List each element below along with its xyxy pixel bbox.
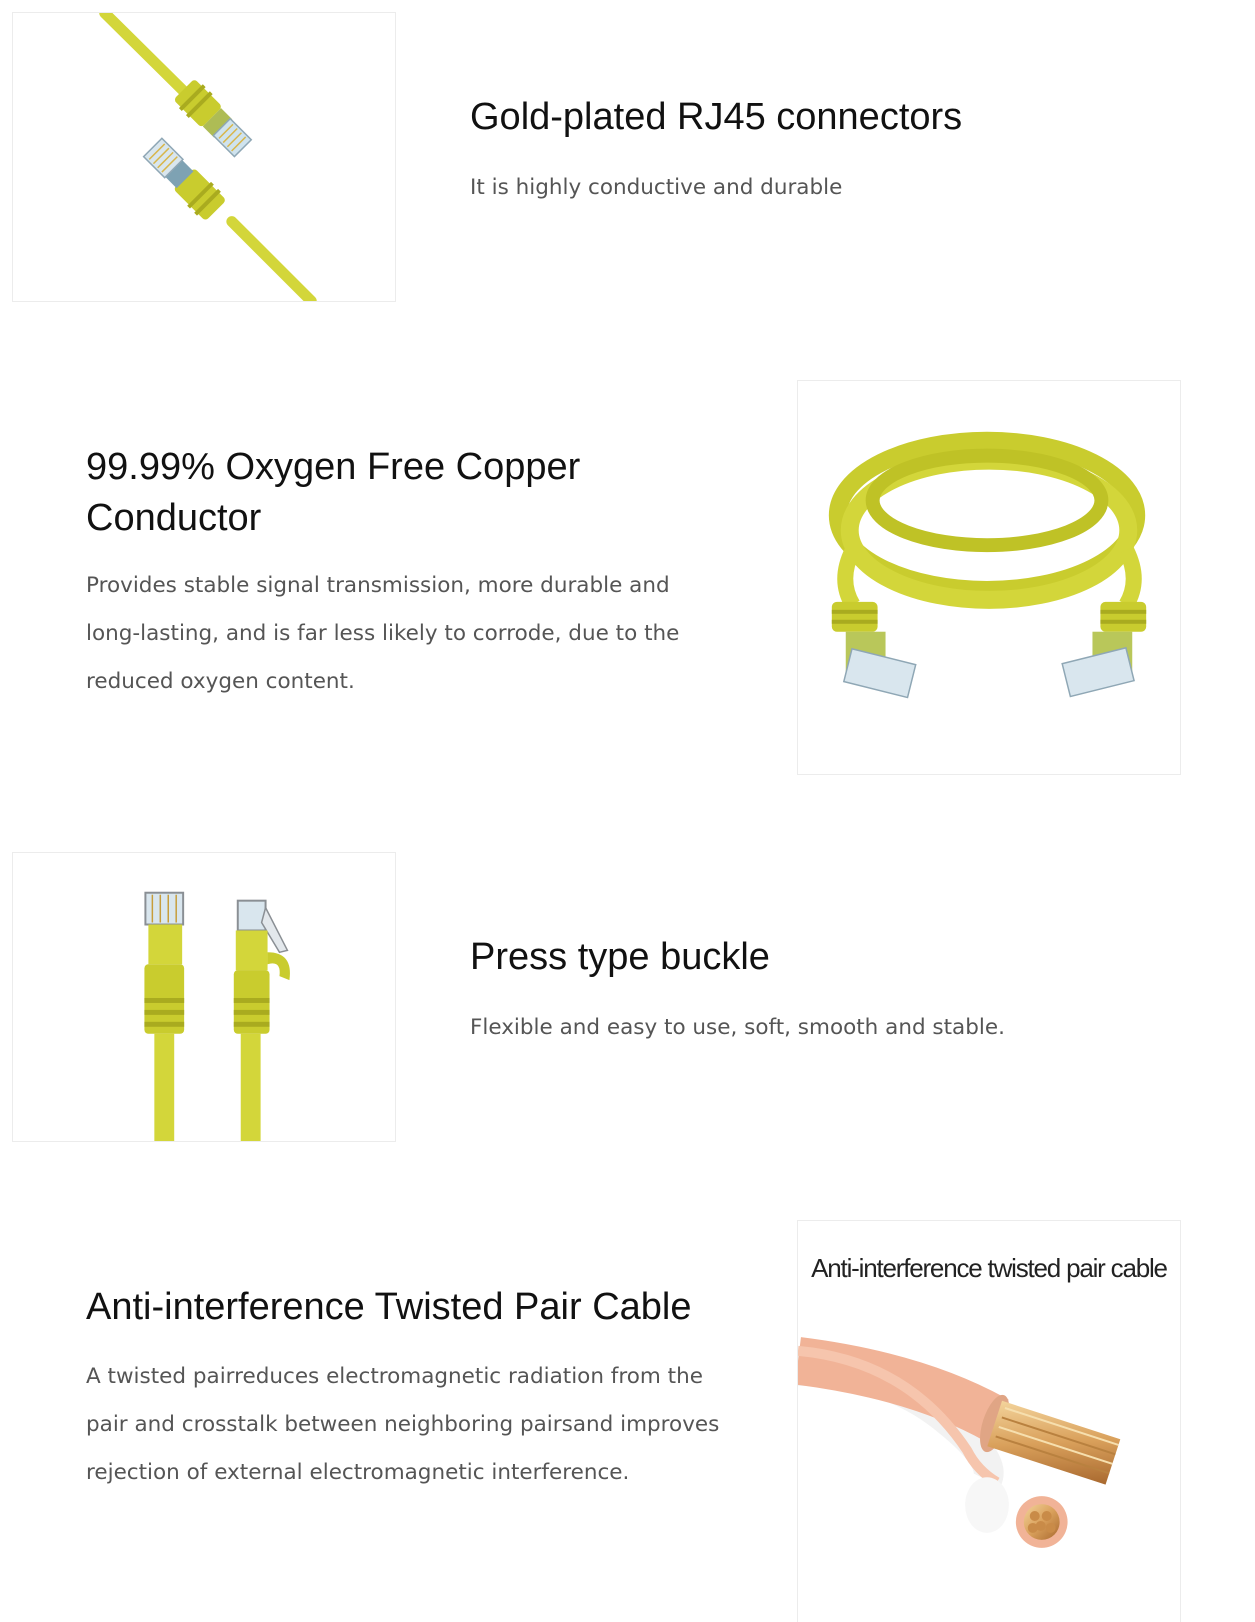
feature-description: It is highly conductive and durable [470, 175, 843, 200]
coiled-cable-image [797, 380, 1181, 775]
press-buckle-plugs-icon [13, 853, 395, 1141]
feature-title: Anti-interference Twisted Pair Cable [86, 1286, 692, 1328]
feature-title: Gold-plated RJ45 connectors [470, 96, 963, 138]
press-buckle-image [12, 852, 396, 1142]
rj45-connectors-image [12, 12, 396, 302]
feature-title: 99.99% Oxygen Free Copper Conductor [86, 446, 581, 539]
feature-description: Flexible and easy to use, soft, smooth and stable. [470, 1015, 1005, 1040]
feature-title: Press type buckle [470, 936, 770, 978]
image-caption: Anti-interference twisted pair cable [811, 1253, 1167, 1283]
feature-description: A twisted pairreduces electromagnetic radiation from the pair and crosstalk between neighboring pairsand improves rejection of external electromagnetic interference. [86, 1364, 720, 1485]
twisted-pair-image [797, 1220, 1181, 1622]
rj45-connector-pair-icon [13, 13, 395, 301]
coiled-cable-icon [798, 381, 1180, 774]
feature-description: Provides stable signal transmission, more durable and long-lasting, and is far less likely to corrode, due to the reduced oxygen content. [86, 573, 680, 694]
